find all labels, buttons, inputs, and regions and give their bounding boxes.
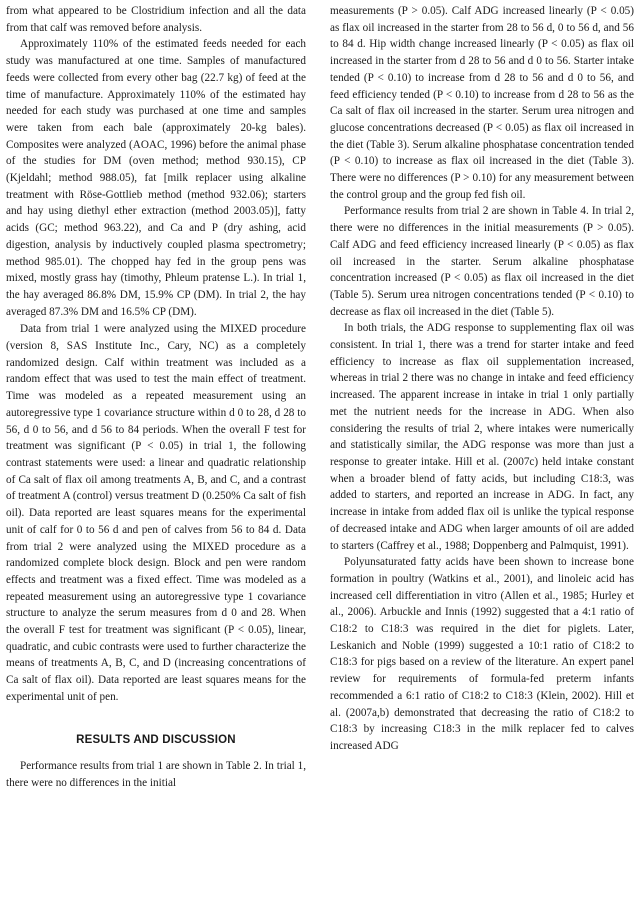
left-paragraph-4: Performance results from trial 1 are shown in Table 2. In trial 1, there were no differences in the initial <box>6 760 306 789</box>
left-paragraph-1: from what appeared to be Clostridium infection and all the data from that calf was removed before analysis. <box>6 5 306 34</box>
right-paragraph-4: Polyunsaturated fatty acids have been shown to increase bone formation in poultry (Watkins et al., 2001), and linoleic acid has increased cell differentiation in vitro (Allen et al., 1985; Hurley et al., 2006). Arbuckle and Innis (1992) suggested that a 4:1 ratio of C18:2 to C18:3 was required in the diet for piglets. Later, Leskanich and Noble (1999) suggested a 10:1 ratio of C18:2 to C18:3 for pigs based on a review of the literature. An expert panel review for requirements of formula-fed preterm infants recommended a 6:1 ratio of C18:2 to C18:3 (Klein, 2002). Hill et al. (2007a,b) demonstrated that decreasing the ratio of C18:2 to C18:3 by increasing C18:3 in the milk replacer fed to calves increased ADG <box>330 556 634 752</box>
left-paragraph-3: Data from trial 1 were analyzed using the MIXED procedure (version 8, SAS Institute Inc., Cary, NC) as a completely randomized design. Calf within treatment was included as a random effect that was used to test the main effect of treatment. Time was modeled as a repeated measurement using an autoregressive type 1 covariance structure within d 0 to 28, d 28 to 56, d 0 to 56, and d 56 to 84 periods. When the overall F test for treatment was significant (P < 0.05) in trial 1, the following contrast statements were used: a linear and quadratic relationship of Ca salt of flax oil among treatments A, B, and C, and a contrast of treatment A (control) versus treatment D (0.250% Ca salt of fish oil). Data reported are least squares means for the experimental unit of calf for 0 to 56 d and pen of calves from 56 to 84 d. Data from trial 2 were analyzed using the MIXED procedure as a randomized complete block design. Block and pen were random effects and treatment was a fixed effect. Time was modeled as a repeated measurement using an autoregressive type 1 covariance structure to analyze the serum measures from d 0 and 28. When the overall F test for treatment was significant (P < 0.05), linear, quadratic, and cubic contrasts were used to further characterize the means of treatments A, B, C, and D (increasing concentrations of Ca salt of flax oil). Data reported are least squares means for the experimental unit of pen. <box>6 323 306 703</box>
section-heading: RESULTS AND DISCUSSION <box>76 733 236 746</box>
right-paragraph-3: In both trials, the ADG response to supplementing flax oil was consistent. In trial 1, there was a trend for starter intake and feed efficiency to increase as flax oil supplementation increased, whereas in trial 2 there was no change in intake and feed efficiency increased. The apparent increase in intake in trial 1 only partially met the nutrient needs for the increase in ADG. When also considering the results of trial 2, where intakes were numerically and statistically similar, the ADG response was more than just a response to greater intake. Hill et al. (2007c) held intake constant when a broader blend of fatty acids, but including C18:3, was added to starters, and reported an increase in ADG. In fact, any increase in intake from added flax oil is unlike the typical response of decreased intake and ADG when larger amounts of oil are added to starters (Caffrey et al., 1988; Doppenberg and Palmquist, 1991). <box>330 322 634 552</box>
left-paragraph-2: Approximately 110% of the estimated feeds needed for each study was manufactured at one time. Samples of manufactured feeds were collected from every other bag (22.7 kg) of feed at the time of manufacture. Approximately 110% of the estimated hay needed for each study was purchased at one time and samples were taken from each bale (approximately 20-kg bales). Composites were analyzed (AOAC, 1996) before the animal phase of the studies for DM (oven method; method 930.15), CP (Kjeldahl; method 988.05), fat [milk replacer using alkaline treatment with Röse-Gottlieb method (method 932.06); starters and hay using diethyl ether extraction (method 2003.05)], fatty acids (GC; method 963.22), and Ca and P (dry ashing, acid digestion, analysis by inductively coupled plasma spectrometry; method 985.01). The chopped hay fed in the group pens was mixed, mostly grass hay (timothy, Phleum pratense L.). In trial 1, the hay averaged 86.8% DM, 15.9% CP (DM). In trial 2, the hay averaged 87.3% DM and 16.5% CP (DM). <box>6 38 306 318</box>
right-paragraph-1: measurements (P > 0.05). Calf ADG increased linearly (P < 0.05) as flax oil increased in the starter from 28 to 56 d, 0 to 56 d, and 56 to 84 d. Hip width change increased linearly (P < 0.05) as flax oil increased in the starter from d 28 to 56 and d 0 to 56. Starter intake tended (P < 0.10) to increase from d 28 to 56 and d 0 to 56, and feed efficiency tended (P < 0.10) to increase from d 28 to 56 as the Ca salt of flax oil increased in the starter. Serum urea nitrogen and glucose concentrations decreased (P < 0.05) as flax oil increased in the diet (Table 3). Serum alkaline phosphatase concentration tended (P < 0.10) to increase as flax oil increased in the diet (Table 3). There were no differences (P > 0.10) for any measurement between the control group and the group fed fish oil. <box>330 5 634 201</box>
right-paragraph-2: Performance results from trial 2 are shown in Table 4. In trial 2, there were no differences in the initial measurements (P > 0.05). Calf ADG and feed efficiency increased linearly (P < 0.05) as flax oil increased in the starter. Serum alkaline phosphatase concentration increased (P < 0.05) as flax oil increased in the diet (Table 5). Serum urea nitrogen concentrations tended (P < 0.10) to decrease as flax oil increased in the diet (Table 5). <box>330 205 634 318</box>
left-column <box>6 3 306 792</box>
right-column <box>330 3 634 755</box>
